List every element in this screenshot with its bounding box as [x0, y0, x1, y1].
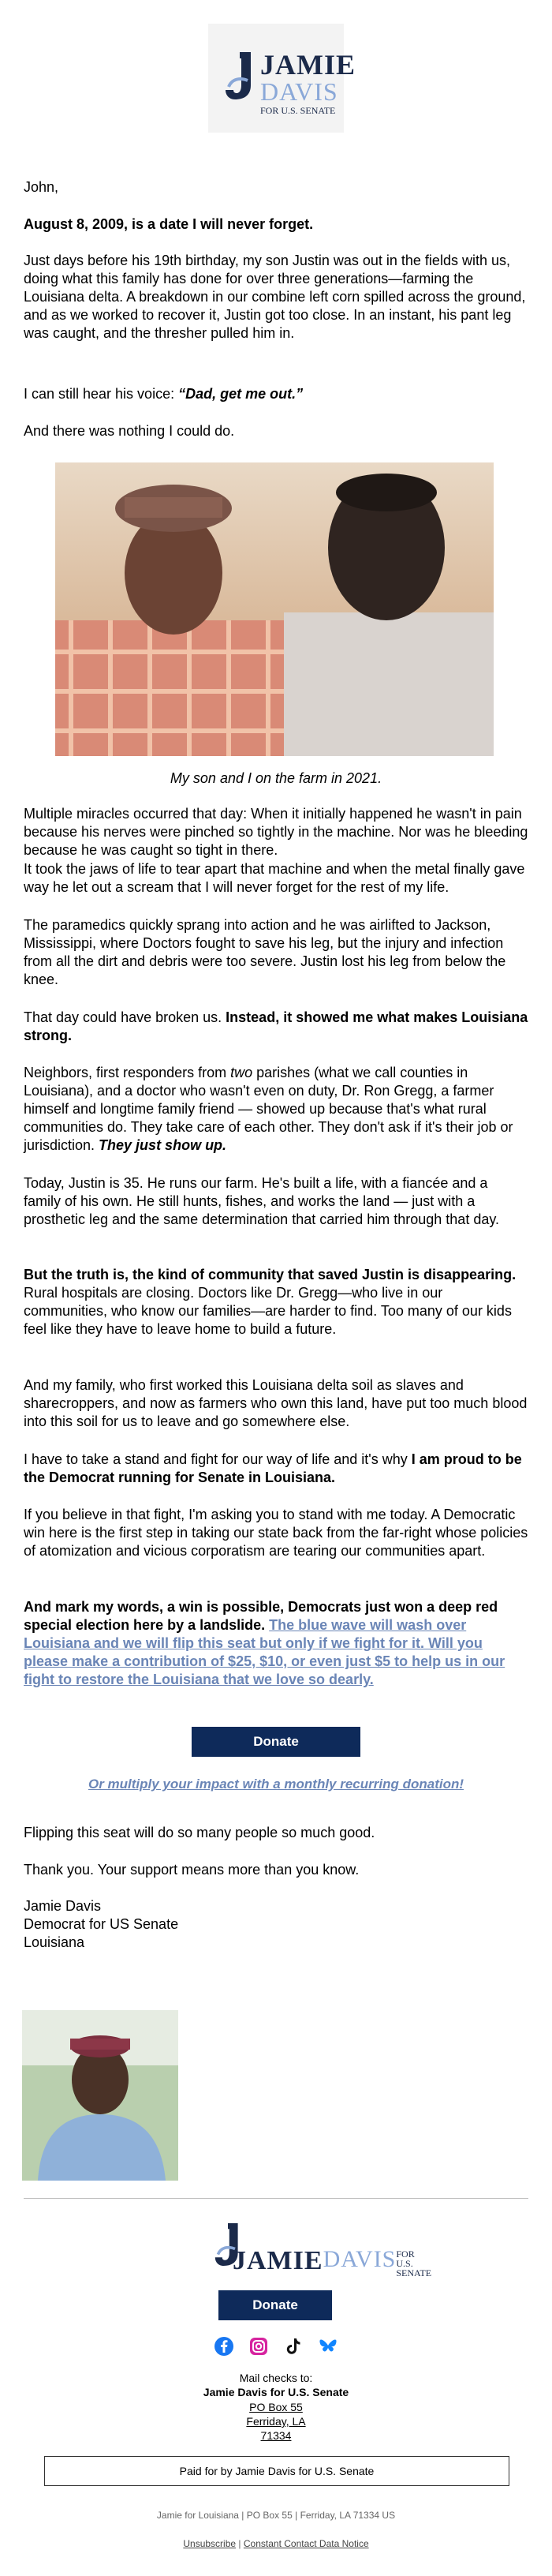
- paragraph-13: If you believe in that fight, I'm asking you to stand with me today. A Democratic win here is the first step in taking our state back from the far-right whose policies of atomization and vicious corporatism are tearing our communities apart.: [24, 1507, 528, 1559]
- paragraph-3: And there was nothing I could do.: [24, 423, 235, 439]
- paragraph-9: Today, Justin is 35. He runs our farm. He's built a life, with a fiancée and a family of his own. He still hunts, fishes, and works the land — just with a prosthetic leg and the same determination that carried him through that day.: [24, 1175, 500, 1227]
- email-page: [0, 24, 552, 2576]
- paragraph-8-part-b: parishes (what we call counties in Louisiana), and a doctor who wasn't even on duty, Dr. Ron Gregg, a farmer himself and longtime family friend — showed up because that's what rural communities do. They take care of each other. They don't ask if it's their job or jurisdiction.: [24, 1065, 513, 1153]
- mail-city[interactable]: Ferriday, LA: [246, 2415, 306, 2428]
- paragraph-10: [24, 1266, 528, 1339]
- signature-place: Louisiana: [24, 1934, 85, 1950]
- paragraph-10-bold: But the truth is, the kind of community that saved Justin is disappearing.: [24, 1267, 517, 1282]
- paragraph-8-two: two: [230, 1065, 253, 1080]
- footer-donate-button[interactable]: Donate: [218, 2290, 332, 2320]
- paragraph-15: Flipping this seat will do so many people so much good.: [24, 1825, 375, 1840]
- signature-title: Democrat for US Senate: [24, 1916, 179, 1932]
- salutation: John,: [24, 179, 59, 195]
- unsubscribe-link[interactable]: Unsubscribe: [183, 2538, 237, 2549]
- footer-logo-subtitle: FOR U.S. SENATE: [396, 2248, 432, 2278]
- candidate-photo: [22, 2010, 178, 2181]
- paragraph-7-lead: That day could have broken us.: [24, 1009, 226, 1025]
- bluesky-icon[interactable]: [318, 2336, 338, 2357]
- donation-ask-link[interactable]: The blue wave will wash over Louisiana and we will flip this seat but only if we fight for it. Will you please make a contribution of $25, $10, or even just $5 to help us in our fight to restore the Louisiana that we love so dearly.: [24, 1617, 505, 1687]
- paragraph-14: [24, 1598, 528, 1689]
- footer-divider: [24, 2198, 528, 2199]
- quote-text: “Dad, get me out.”: [178, 386, 304, 402]
- paragraph-8-part-a: Neighbors, first responders from: [24, 1065, 231, 1080]
- footer-logo-last-name: DAVIS: [323, 2246, 397, 2272]
- footer-address: Jamie for Louisiana | PO Box 55 | Ferriday, LA 71334 US: [156, 2510, 396, 2521]
- mail-po-box[interactable]: PO Box 55: [249, 2401, 303, 2413]
- logo-subtitle: FOR U.S. SENATE: [260, 105, 336, 116]
- mail-zip[interactable]: 71334: [260, 2429, 292, 2442]
- mail-heading: Mail checks to:: [239, 2372, 313, 2384]
- instagram-icon[interactable]: [248, 2336, 269, 2357]
- header-logo[interactable]: [224, 51, 356, 115]
- photo-caption: My son and I on the farm in 2021.: [170, 770, 382, 786]
- paragraph-7-bold: Instead, it showed me what makes Louisiana strong.: [24, 1009, 528, 1043]
- paragraph-2: [24, 385, 528, 403]
- monthly-donation-link[interactable]: Or multiply your impact with a monthly recurring donation!: [88, 1777, 464, 1792]
- headline-text: August 8, 2009, is a date I will never forget.: [24, 216, 314, 232]
- footer-logo-first-name: JAMIE: [233, 2246, 323, 2275]
- facebook-icon[interactable]: [214, 2336, 234, 2357]
- footer-logo[interactable]: [214, 2221, 432, 2278]
- paragraph-12: [24, 1451, 528, 1487]
- paragraph-10-rest: Rural hospitals are closing. Doctors like Dr. Gregg—who live in our communities, who know our families—are harder to find. Too many of our kids feel like they have to leave home to build a future.: [24, 1285, 512, 1337]
- footer-links: [24, 2538, 528, 2549]
- paragraph-6: The paramedics quickly sprang into action and he was airlifted to Jackson, Mississippi, where Doctors fought to save his leg, but the injury and infection from all the dirt and debris were too severe. Justin lost his leg from below the knee.: [24, 917, 506, 987]
- logo-last-name: DAVIS: [260, 77, 338, 106]
- paragraph-4: Multiple miracles occurred that day: When it initially happened he wasn't in pain because his nerves were pinched so tightly in the machine. Nor was he bleeding because he was caught so tight in there.: [24, 806, 528, 858]
- headline: [24, 215, 528, 234]
- paragraph-14-bold: And mark my words, a win is possible, Democrats just won a deep red special election here by a landslide.: [24, 1599, 498, 1633]
- signature-name: Jamie Davis: [24, 1898, 102, 1914]
- paid-for-disclaimer: Paid for by Jamie Davis for U.S. Senate: [44, 2456, 509, 2486]
- logo-first-name: JAMIE: [260, 49, 356, 80]
- donate-button[interactable]: Donate: [192, 1727, 360, 1757]
- footer-separator: |: [238, 2538, 241, 2549]
- paragraph-8-bold: They just show up.: [99, 1137, 227, 1153]
- paragraph-16: Thank you. Your support means more than you know.: [24, 1862, 360, 1878]
- data-notice-link[interactable]: Constant Contact Data Notice: [243, 2538, 369, 2549]
- mail-name: Jamie Davis for U.S. Senate: [203, 2386, 349, 2398]
- paragraph-7: [24, 1009, 528, 1045]
- social-icons: [214, 2336, 338, 2357]
- tiktok-icon[interactable]: [283, 2336, 304, 2357]
- header-logo-box: [208, 24, 356, 133]
- father-son-photo: [55, 462, 494, 756]
- paragraph-8: [24, 1064, 528, 1155]
- logo-j-mark-icon: [224, 51, 255, 101]
- paragraph-2-lead: I can still hear his voice:: [24, 386, 179, 402]
- paragraph-12-bold: I am proud to be the Democrat running for Senate in Louisiana.: [24, 1451, 522, 1485]
- paragraph-11: And my family, who first worked this Louisiana delta soil as slaves and sharecroppers, and now as farmers who own this land, have put too much blood into this soil for us to leave and go somewhere else.: [24, 1377, 528, 1429]
- paragraph-12-lead: I have to take a stand and fight for our way of life and it's why: [24, 1451, 412, 1467]
- paragraph-5: It took the jaws of life to tear apart that machine and when the metal finally gave way he let out a scream that I will never forget for the rest of my life.: [24, 861, 525, 895]
- paragraph-1: Just days before his 19th birthday, my son Justin was out in the fields with us, doing what this family has done for over three generations—farming the Louisiana delta. A breakdown in our combine left corn spilled across the ground, and as we worked to recover it, Justin got too close. In an instant, his pant leg was caught, and the thresher pulled him in.: [24, 253, 526, 341]
